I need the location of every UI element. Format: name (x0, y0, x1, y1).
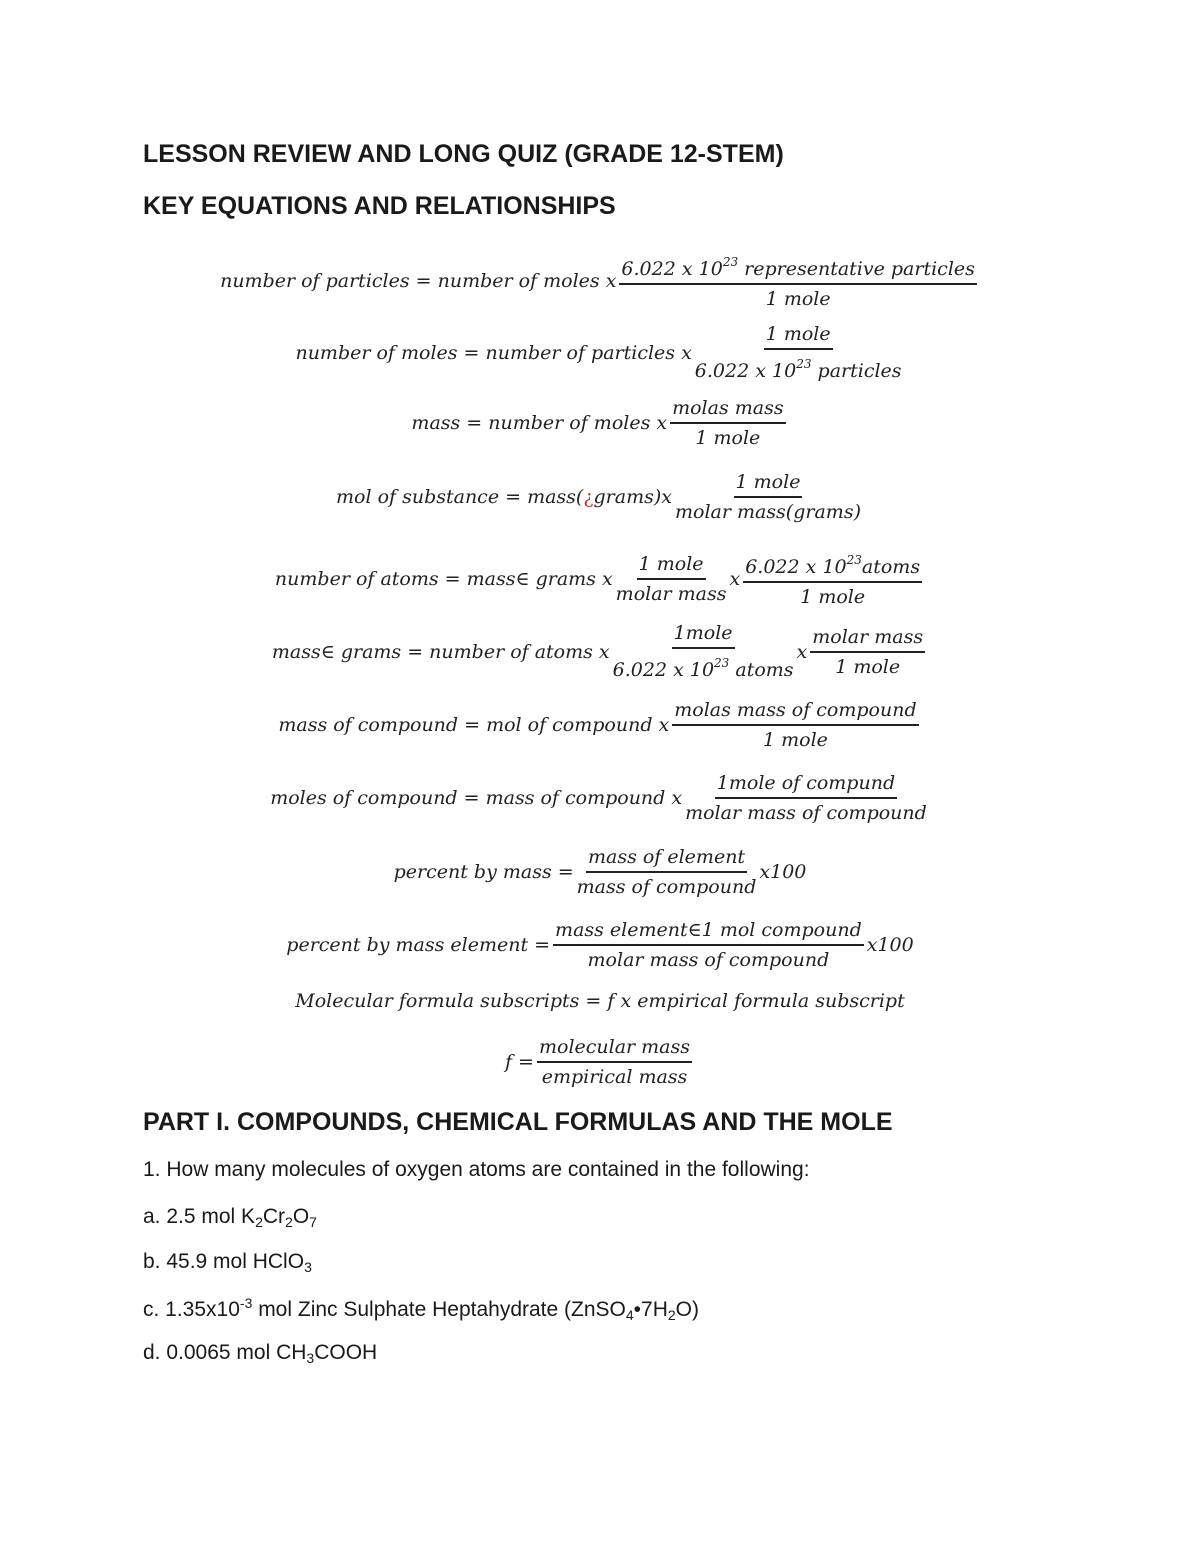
fraction-numerator: 1 mole (734, 470, 803, 498)
fraction-denominator: empirical mass (541, 1066, 688, 1088)
denominator-coefficient: 6.022 (694, 360, 750, 382)
fraction-numerator: mass of element (586, 845, 747, 873)
equation-lhs-b: grams)x (593, 486, 672, 508)
fraction-numerator: 1 mole (637, 552, 706, 580)
numerator-base: 10 (698, 258, 723, 280)
numerator-exponent: 23 (722, 255, 739, 269)
denominator-times: x (673, 659, 684, 681)
question-1: 1. How many molecules of oxygen atoms are contained in the following: (143, 1158, 810, 1181)
item-text: mol Zinc Sulphate Heptahydrate (ZnSO (252, 1298, 626, 1321)
equation-mass-of-compound (0, 698, 1200, 752)
fraction-denominator: 1 mole (762, 729, 828, 751)
equation-lhs: moles of compound = mass of compound x (270, 787, 683, 809)
equation-fraction-2 (743, 548, 922, 609)
equation-molecular-formula-subscripts (0, 990, 1200, 1012)
denominator-base: 10 (689, 659, 715, 681)
numerator-exponent: 23 (846, 553, 862, 567)
equation-lhs: mass of compound = mol of compound x (278, 714, 670, 736)
equation-fraction (553, 918, 864, 972)
item-text: c. 1.35x10 (143, 1298, 240, 1321)
fraction-numerator: 1 mole (764, 322, 833, 350)
equation-lhs: mass = number of moles x (411, 412, 668, 434)
subscript: 2 (285, 1214, 293, 1230)
subscript: 2 (255, 1214, 263, 1230)
item-text: O) (675, 1298, 699, 1321)
equation-fraction (685, 771, 927, 825)
subscript: 3 (306, 1350, 315, 1366)
equation-lhs: number of particles = number of moles x (220, 269, 617, 292)
item-text: COOH (314, 1341, 378, 1364)
equation-fraction (670, 396, 786, 450)
item-text: Cr (262, 1205, 286, 1228)
equation-lhs: percent by mass = (393, 861, 574, 883)
equation-lhs-a: mol of substance = mass( (336, 486, 584, 508)
equation-rhs: x100 (866, 934, 914, 956)
equation-moles-from-particles (0, 322, 1200, 383)
subscript: 7 (309, 1214, 317, 1230)
denominator-exponent: 23 (796, 357, 812, 371)
denominator-exponent: 23 (714, 656, 730, 670)
numerator-times: x (681, 258, 693, 280)
fraction-denominator (613, 649, 794, 682)
equation-f-factor (0, 1035, 1200, 1089)
question-item-d (143, 1341, 377, 1366)
denominator-unit: particles (817, 360, 902, 382)
equation-mass-from-atoms (0, 621, 1200, 682)
fraction-denominator: mass of compound (576, 876, 757, 898)
equation-fraction (577, 845, 757, 899)
equation-fraction (537, 1035, 692, 1089)
equation-lhs: number of atoms = mass∈ grams x (274, 567, 613, 590)
equation-fraction (695, 322, 902, 383)
subscript: 3 (304, 1259, 312, 1275)
question-item-b (143, 1250, 312, 1275)
item-text: d. 0.0065 mol CH (143, 1341, 307, 1364)
equation-text: Molecular formula subscripts = f x empirical formula subscript (295, 990, 905, 1012)
question-item-a (143, 1205, 317, 1230)
fraction-denominator: 1 mole (765, 288, 831, 310)
equation-lhs: percent by mass element = (286, 934, 551, 956)
item-text: O (292, 1205, 310, 1228)
fraction-denominator: 1 mole (800, 586, 866, 608)
item-text: •7H (633, 1298, 668, 1321)
numerator-base: 10 (822, 556, 847, 578)
equation-moles-of-compound (0, 771, 1200, 825)
fraction-numerator: 1mole of compund (715, 771, 897, 799)
equation-fraction-2 (810, 625, 925, 679)
equation-fraction-1 (616, 552, 727, 606)
section-heading-part-1: PART I. COMPOUNDS, CHEMICAL FORMULAS AND THE MOLE (143, 1108, 893, 1136)
question-item-c (143, 1295, 699, 1323)
denominator-unit: atoms (735, 659, 794, 681)
equation-mass-from-moles (0, 396, 1200, 450)
item-text: b. 45.9 mol HClO (143, 1250, 305, 1273)
fraction-denominator: molar mass of compound (587, 949, 830, 971)
equation-fraction (619, 250, 976, 311)
equation-percent-by-mass (0, 845, 1200, 899)
subscript: 4 (625, 1307, 634, 1323)
denominator-times: x (755, 360, 766, 382)
equation-fraction-1 (613, 621, 794, 682)
subscript: 2 (667, 1307, 676, 1323)
item-text: a. 2.5 mol K (143, 1205, 256, 1228)
fraction-denominator: molar mass(grams) (674, 501, 861, 523)
equation-lhs: number of moles = number of particles x (295, 341, 692, 364)
fraction-denominator: molar mass (615, 582, 727, 605)
fraction-numerator: 1mole (672, 621, 735, 649)
fraction-numerator: molas mass (670, 396, 786, 424)
equation-particles-from-moles (0, 250, 1200, 311)
numerator-times: x (805, 556, 817, 578)
equation-rhs: x100 (759, 861, 807, 883)
denominator-base: 10 (772, 360, 797, 382)
fraction-numerator (619, 250, 976, 285)
fraction-numerator: molar mass (810, 625, 925, 653)
superscript: -3 (239, 1295, 253, 1311)
numerator-coefficient: 6.022 (621, 258, 676, 280)
numerator-coefficient: 6.022 (745, 556, 800, 578)
equation-percent-by-mass-element (0, 918, 1200, 972)
numerator-unit: atoms (861, 556, 921, 578)
fraction-numerator: mass element∈1 mol compound (553, 918, 864, 946)
inverted-question-mark: ¿ (583, 486, 594, 508)
section-heading-key-equations: KEY EQUATIONS AND RELATIONSHIPS (143, 192, 616, 220)
equation-fraction (675, 470, 861, 524)
fraction-numerator: molas mass of compound (672, 698, 918, 726)
equation-atoms-from-mass (0, 548, 1200, 609)
equation-lhs: f = (504, 1051, 534, 1073)
fraction-denominator (695, 350, 902, 383)
equation-fraction (672, 698, 918, 752)
denominator-coefficient: 6.022 (612, 659, 668, 681)
fraction-numerator: molecular mass (537, 1035, 692, 1063)
equation-times: x (729, 567, 741, 590)
fraction-denominator: molar mass of compound (685, 802, 927, 824)
fraction-denominator: 1 mole (695, 427, 761, 449)
fraction-numerator (743, 548, 922, 583)
equation-times: x (796, 640, 808, 663)
fraction-denominator: 1 mole (835, 655, 901, 678)
equation-mol-of-substance (0, 470, 1200, 524)
page-title: LESSON REVIEW AND LONG QUIZ (GRADE 12-STEM) (143, 140, 784, 168)
numerator-unit: representative particles (744, 258, 975, 280)
equation-lhs: mass∈ grams = number of atoms x (271, 640, 610, 663)
